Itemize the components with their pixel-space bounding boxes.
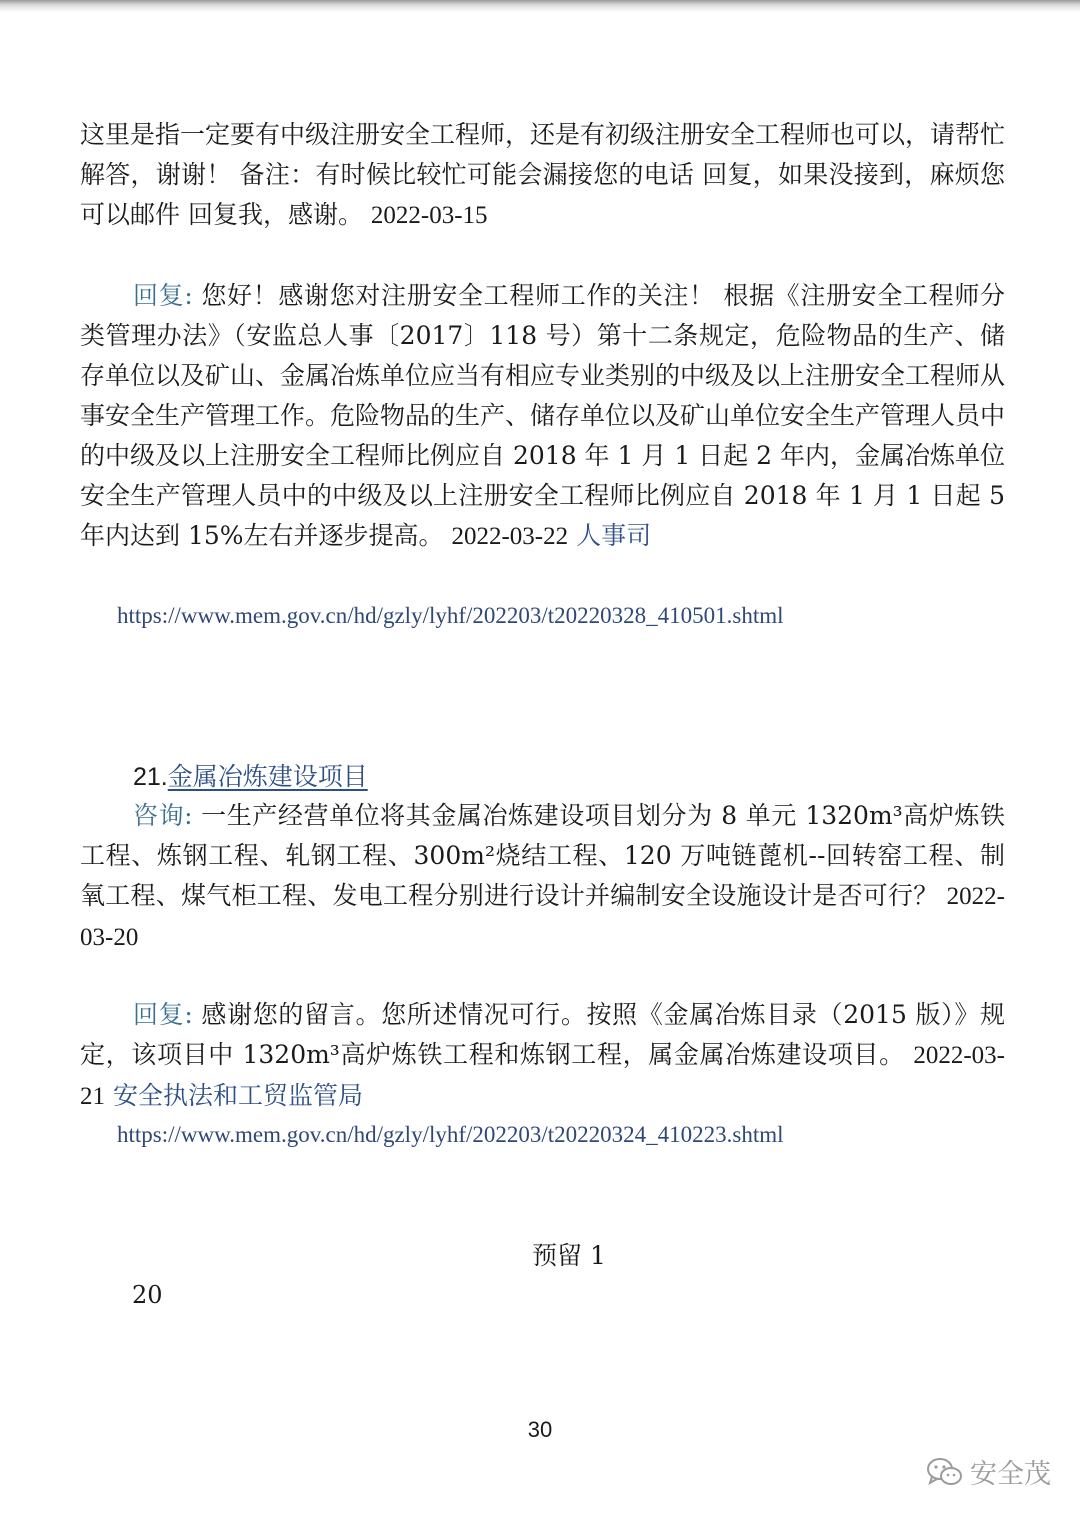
question-date: 2022-03-15 <box>370 202 488 229</box>
consult-paragraph <box>80 796 1005 958</box>
page-top-edge <box>0 0 1080 12</box>
reply-date-2: 2022-03-21 <box>80 1042 1005 1110</box>
reply-paragraph-1 <box>80 276 1005 557</box>
section-title-link[interactable]: 金属冶炼建设项目 <box>167 763 368 791</box>
question-text: 这里是指一定要有中级注册安全工程师，还是有初级注册安全工程师也可以，请帮忙解答，谢谢！ 备注：有时候比较忙可能会漏接您的电话 回复，如果没接到，麻烦您可以邮件 回复我，感谢。 <box>80 120 1006 229</box>
reply-department: 人事司 <box>576 521 652 550</box>
consult-text: 一生产经营单位将其金属冶炼建设项目划分为 8 单元 1320m³高炉炼铁工程、炼钢工程、轧钢工程、300m²烧结工程、120 万吨链蓖机--回转窑工程、制氧工程、煤气柜工程、发电工程分别进行设计并编制安全设施设计是否可行？ <box>80 801 1005 910</box>
consult-date: 2022-03-20 <box>80 883 1005 951</box>
watermark-text: 安全茂 <box>970 1459 1051 1490</box>
section-heading <box>133 757 368 797</box>
reply-text: 您好！感谢您对注册安全工程师工作的关注！ 根据《注册安全工程师分类管理办法》（安监总人事〔2017〕118 号）第十二条规定，危险物品的生产、储存单位以及矿山、金属冶炼单位应当有相应专业类别的中级及以上注册安全工程师从事安全生产管理工作。危险物品的生产、储存单位以及矿山单位安全生产管理人员中的中级及以上注册安全工程师比例应自 2018 年 1 月 1 日起 2 年内，金属冶炼单位安全生产管理人员中的中级及以上注册安全工程师比例应自 2018 年 1 月 1 日起 5 年内达到 15%左右并逐步提高。 <box>80 281 1006 550</box>
question-paragraph-continued <box>80 115 1005 236</box>
reply-date: 2022-03-22 <box>451 523 569 550</box>
watermark <box>926 1452 1051 1491</box>
page-number: 30 <box>527 1417 553 1442</box>
source-url-2[interactable]: https://www.mem.gov.cn/hd/gzly/lyhf/202203/t20220324_410223.shtml <box>117 1122 784 1147</box>
wechat-icon <box>926 1456 964 1488</box>
reply-label: 回复: <box>133 281 193 310</box>
section-number: 21. <box>133 763 168 791</box>
reserve-number: 20 <box>132 1281 163 1309</box>
source-url-1[interactable]: https://www.mem.gov.cn/hd/gzly/lyhf/202203/t20220328_410501.shtml <box>117 603 784 628</box>
reply-label-2: 回复: <box>133 1000 193 1029</box>
consult-label: 咨询: <box>133 801 193 830</box>
reply-paragraph-2 <box>80 995 1005 1117</box>
reserve-label: 预留 1 <box>532 1241 606 1270</box>
reply-department-2: 安全执法和工贸监管局 <box>112 1081 363 1110</box>
reply-text-2: 感谢您的留言。您所述情况可行。按照《金属冶炼目录（2015 版）》规定，该项目中 1320m³高炉炼铁工程和炼钢工程，属金属冶炼建设项目。 <box>80 1000 1005 1069</box>
